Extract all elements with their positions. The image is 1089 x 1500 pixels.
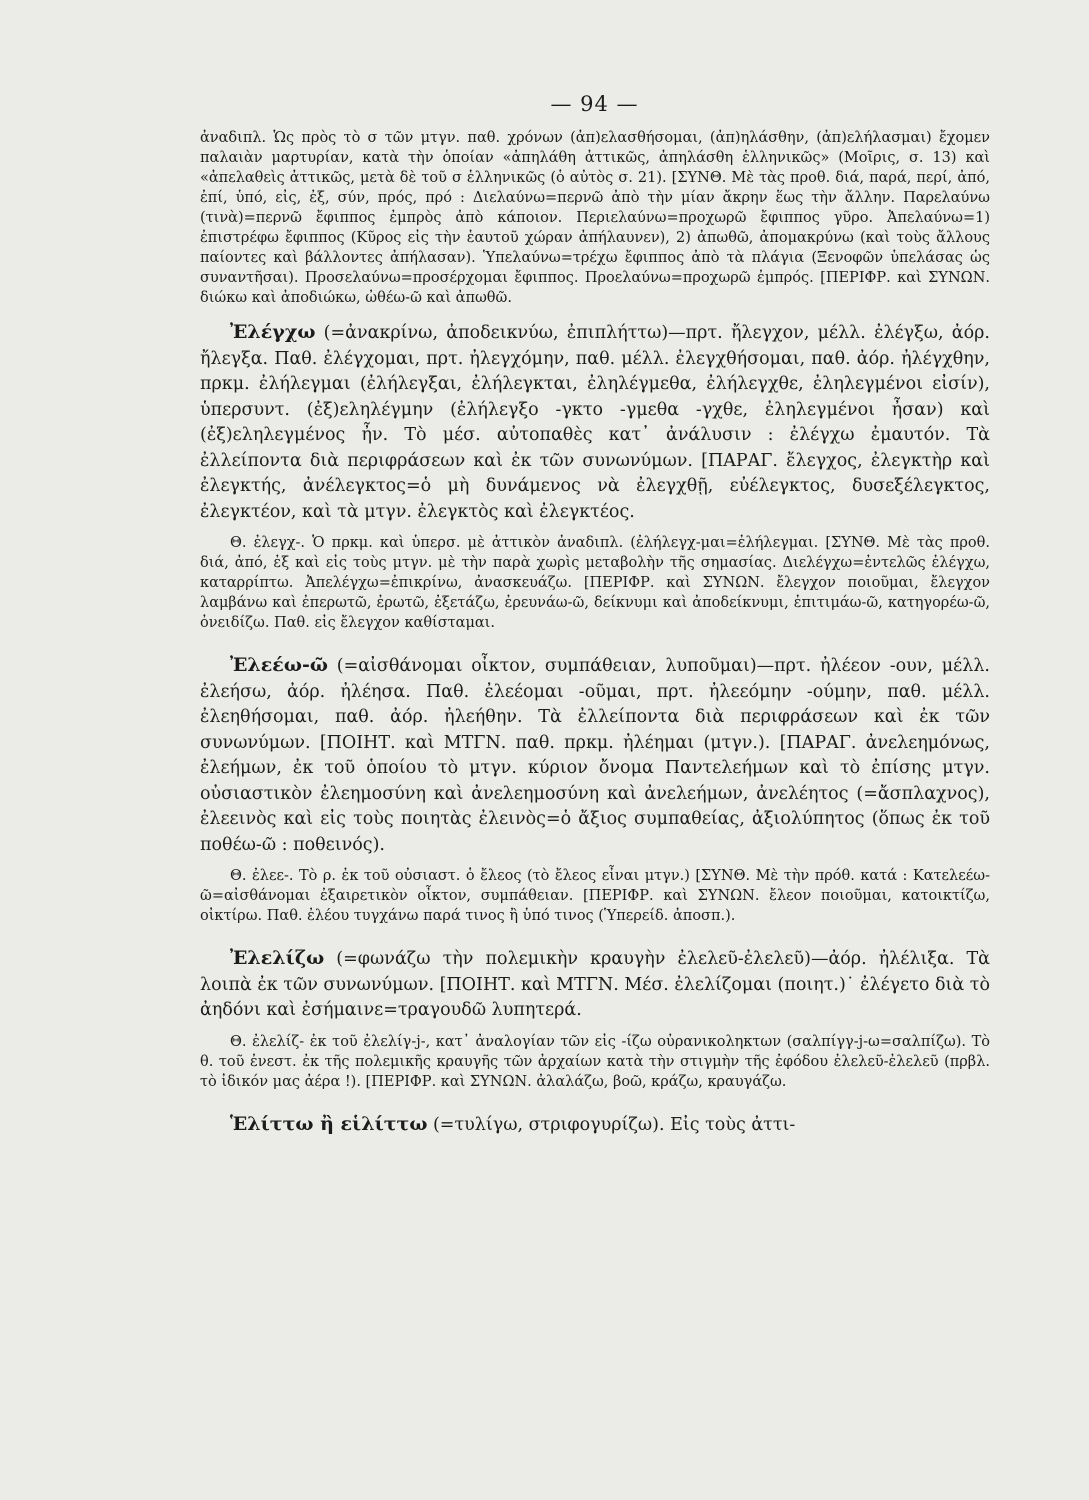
headword-eleeo: Ἐλεέω-ῶ (230, 654, 328, 676)
entry-elitto (200, 1112, 990, 1139)
spacer (200, 1092, 990, 1112)
headword-elegcho: Ἐλέγχω (230, 321, 316, 343)
spacer (200, 858, 990, 866)
entry-text: (=τυλίγω, στριφογυρίζω). Εἰς τοὺς ἀττι- (427, 1114, 796, 1135)
entry-text: (=φωνάζω τὴν πολεμικὴν κραυγὴν ἐλελεῦ-ἐλελεῦ)—ἀόρ. ἠλέλιξα. Τὰ λοιπὰ ἐκ τῶν συνωνύμων. [ΠΟΙΗΤ. καὶ ΜΤΓΝ. Μέσ. ἐλελίζομαι (ποιητ.)˙ ἐλέγετο διὰ τὸ ἀηδόνι καὶ ἐσήμαινε=τραγουδῶ λυπητερά. (200, 949, 990, 1020)
spacer (200, 1024, 990, 1032)
entry-text: (=ἀνακρίνω, ἀποδεικνύω, ἐπιπλήττω)—πρτ. ἤλεγχον, μέλλ. ἐλέγξω, ἀόρ. ἤλεγξα. Παθ. ἐλέγχομαι, πρτ. ἠλεγχόμην, παθ. μέλλ. ἐλεγχθήσομαι, παθ. ἀόρ. ἠλέγχθην, πρκμ. ἐλήλεγμαι (ἐλήλεγξαι, ἐλήλεγκται, ἐληλέγμεθα, ἐλήλεγχθε, ἐληλεγμένοι εἰσίν), ὑπερσυντ. (ἐξ)εληλέγμην (ἐλήλεγξο -γκτο -γμεθα -γχθε, ἐληλεγμένοι ἦσαν) καὶ (ἐξ)εληλεγμένος ἦν. Τὸ μέσ. αὐτοπαθὲς κατ᾽ ἀνάλυσιν : ἐλέγχω ἐμαυτόν. Τὰ ἐλλείποντα διὰ περιφράσεων καὶ ἐκ τῶν συνωνύμων. [ΠΑΡΑΓ. ἔλεγχος, ἐλεγκτὴρ καὶ ἐλεγκτής, ἀνέλεγκτος=ὁ μὴ δυνάμενος νὰ ἐλεγχθῇ, εὐέλεγκτος, δυσεξέλεγκτος, ἐλεγκτέον, καὶ τὰ μτγν. ἐλεγκτὸς καὶ ἐλεγκτέος. (200, 323, 990, 522)
theme-note-elelizo (200, 1032, 990, 1092)
page-number: — 94 — (550, 92, 639, 116)
note-text: Θ. ἐλελίζ- ἐκ τοῦ ἐλελίγ-j-, κατ᾽ ἀναλογίαν τῶν εἰς -ίζω οὐρανικοληκτων (σαλπίγγ-j-ω=σαλπίζω). Τὸ θ. τοῦ ἐνεστ. ἐκ τῆς πολεμικῆς κραυγῆς τῶν ἀρχαίων κατὰ τὴν στιγμὴν τῆς ἐφόδου ἐλελεῦ-ἐλελεῦ (πρβλ. τὸ ἰδικόν μας ἀέρα !). [ΠΕΡΙΦΡ. καὶ ΣΥΝΩΝ. ἀλαλάζω, βοῶ, κράζω, κραυγάζω. (200, 1033, 990, 1090)
note-text: Θ. ἐλεε-. Τὸ ρ. ἐκ τοῦ οὐσιαστ. ὁ ἔλεος (τὸ ἔλεος εἶναι μτγν.) [ΣΥΝΘ. Μὲ τὴν πρόθ. κατά : Κατελεέω-ῶ=αἰσθάνομαι ἐξαιρετικὸν οἶκτον, συμπάθειαν. [ΠΕΡΙΦΡ. καὶ ΣΥΝΩΝ. ἔλεον ποιοῦμαι, κατοικτίζω, οἰκτίρω. Παθ. ἐλέου τυγχάνω παρά τινος ἢ ὑπό τινος (Ὑπερείδ. ἀποσπ.). (200, 868, 990, 924)
spacer (200, 633, 990, 653)
spacer (200, 926, 990, 946)
entry-elelizo (200, 946, 990, 1024)
entry-text: (=αἰσθάνομαι οἶκτον, συμπάθειαν, λυποῦμαι)—πρτ. ἠλέεον -ουν, μέλλ. ἐλεήσω, ἀόρ. ἠλέησα. Παθ. ἐλεέομαι -οῦμαι, πρτ. ἠλεεόμην -ούμην, παθ. μέλλ. ἐλεηθήσομαι, παθ. ἀόρ. ἠλεήθην. Τὰ ἐλλείποντα διὰ περιφράσεων καὶ ἐκ τῶν συνωνύμων. [ΠΟΙΗΤ. καὶ ΜΤΓΝ. παθ. πρκμ. ἠλέημαι (μτγν.). [ΠΑΡΑΓ. ἀνελεημόνως, ἐλεήμων, ἐκ τοῦ ὁποίου τὸ μτγν. κύριον ὄνομα Παντελεήμων καὶ τὸ ἐπίσης μτγν. οὐσιαστικὸν ἐλεημοσύνη καὶ ἀνελεημοσύνη καὶ ἀνελεήμων, ἀνελέητος (=ἄσπλαχνος), ἐλεεινὸς καὶ εἰς τοὺς ποιητὰς ἐλεινὸς=ὁ ἄξιος συμπαθείας, ἀξιολύπητος (ὅπως ἐκ τοῦ ποθέω-ῶ : ποθεινός). (200, 656, 990, 855)
entry-eleeo (200, 653, 990, 858)
theme-note-eleeo (200, 866, 990, 926)
spacer (200, 525, 990, 533)
theme-note-elegcho (200, 533, 990, 633)
note-text: Θ. ἐλεγχ-. Ὁ πρκμ. καὶ ὑπερσ. μὲ ἀττικὸν ἀναδιπλ. (ἐλήλεγχ-μαι=ἐλήλεγμαι. [ΣΥΝΘ. Μὲ τὰς προθ. διά, ἀπό, ἐξ καὶ εἰς τοὺς μτγν. μὲ τὴν παρὰ χωρὶς μεταβολὴν τῆς σημασίας. Διελέγχω=ἐντελῶς ἐλέγχω, καταρρίπτω. Ἀπελέγχω=ἐπικρίνω, ἀνασκευάζω. [ΠΕΡΙΦΡ. καὶ ΣΥΝΩΝ. ἔλεγχον ποιοῦμαι, ἔλεγχον λαμβάνω καὶ ἐπερωτῶ, ἐρωτῶ, ἐξετάζω, ἐρευνάω-ῶ, δείκνυμι καὶ ἀποδείκνυμι, ἐπιτιμάω-ῶ, κατηγορέω-ῶ, ὀνειδίζω. Παθ. εἰς ἔλεγχον καθίσταμαι. (200, 535, 990, 631)
headword-elitto-variant: ἢ εἱλίττω (313, 1112, 428, 1135)
spacer (200, 308, 990, 320)
etymology-paragraph-elauno (200, 128, 990, 308)
dictionary-text-column (200, 128, 990, 1138)
headword-elelizo: Ἐλελίζω (230, 947, 325, 969)
paragraph-text: ἀναδιπλ. Ὡς πρὸς τὸ σ τῶν μτγν. παθ. χρόνων (ἀπ)ελασθήσομαι, (ἀπ)ηλάσθην, (ἀπ)ελήλασμαι) ἔχομεν παλαιὰν μαρτυρίαν, κατὰ τὴν ὁποίαν «ἀπηλάθη ἀττικῶς, ἀπηλάσθη ἑλληνικῶς» (Μοῖρις, σ. 13) καὶ «ἀπελαθεὶς ἀττικῶς, μετὰ δὲ τοῦ σ ἑλληνικῶς (ὁ αὐτὸς σ. 21). [ΣΥΝΘ. Μὲ τὰς προθ. διά, παρά, περί, ἀπό, ἐπί, ὑπό, εἰς, ἐξ, σύν, πρός, πρό : Διελαύνω=περνῶ ἀπὸ τὴν μίαν ἄκρην ἕως τὴν ἄλλην. Παρελαύνω (τινὰ)=περνῶ ἔφιππος ἐμπρὸς ἀπὸ κάποιον. Περιελαύνω=προχωρῶ ἔφιππος γῦρο. Ἀπελαύνω=1) ἐπιστρέφω ἔφιππος (Κῦρος εἰς τὴν ἑαυτοῦ χώραν ἀπήλαυνεν), 2) ἀπωθῶ, ἀπομακρύνω (καὶ τοὺς ἄλλους παίοντες καὶ βάλλοντες ἀπήλασαν). Ὑπελαύνω=τρέχω ἔφιππος ἀπὸ τὰ πλάγια (Ξενοφῶν ὑπελάσας ὡς συναντῆσαι). Προσελαύνω=προσέρχομαι ἔφιππος. Προελαύνω=προχωρῶ ἐμπρός. [ΠΕΡΙΦΡ. καὶ ΣΥΝΩΝ. διώκω καὶ ἀποδιώκω, ὠθέω-ῶ καὶ ἀπωθῶ. (200, 130, 990, 306)
headword-elitto: Ἑλίττω (230, 1112, 314, 1135)
entry-elegcho (200, 320, 990, 525)
